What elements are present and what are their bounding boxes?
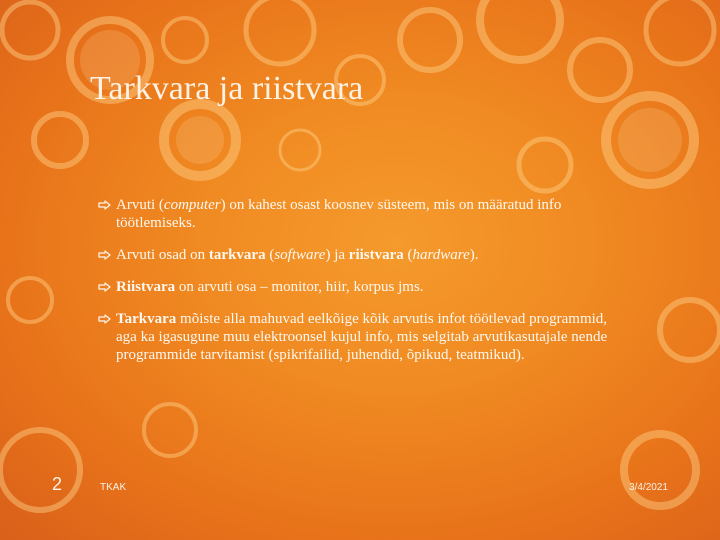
hand-pointing-icon xyxy=(98,313,111,325)
hand-pointing-icon xyxy=(98,281,111,293)
bullet-text-segment: hardware xyxy=(412,247,470,263)
bullet-item xyxy=(98,278,628,296)
bullet-text-segment: ) ja xyxy=(325,247,349,263)
slide-title: Tarkvara ja riistvara xyxy=(90,70,364,107)
bullet-text-segment: riistvara xyxy=(348,247,404,263)
bullet-item xyxy=(98,246,628,264)
bullet-text-segment: software xyxy=(274,247,326,263)
bullet-text-segment: mõiste alla mahuvad eelkõige kõik arvutis infot töötlevad programmid, aga ka igasugune muu elektroonsel kujul info, mis selgitab arvutikasutajale nende programmide tarvitamist (spikrifailid, juhendid, õpikud, teatmikud). xyxy=(116,311,608,363)
bullet-text-segment: ) on kahest osast koosnev süsteem, mis on määratud info töötlemiseks. xyxy=(116,197,562,231)
hand-pointing-icon xyxy=(98,199,111,211)
hand-pointing-icon xyxy=(98,249,111,261)
slide-number: 2 xyxy=(52,474,63,494)
bullet-item xyxy=(98,310,628,364)
bullet-text-segment: ( xyxy=(403,247,413,263)
bullet-item xyxy=(98,196,628,232)
footer-text: TKAK xyxy=(100,482,127,493)
bullet-text-segment: Riistvara xyxy=(116,279,176,295)
bullet-text-segment: on arvuti osa – monitor, hiir, korpus jms. xyxy=(175,279,424,295)
bullet-text-segment: Tarkvara xyxy=(116,311,177,327)
bullet-list xyxy=(98,196,628,378)
bullet-text-segment: Arvuti osad on xyxy=(116,247,209,263)
bullet-text-segment: computer xyxy=(163,197,221,213)
bullet-text-segment: tarkvara xyxy=(208,247,266,263)
bullet-text-segment: ). xyxy=(469,247,479,263)
bullet-text-segment: Arvuti ( xyxy=(116,197,164,213)
footer-date: 3/4/2021 xyxy=(629,482,668,493)
bullet-text-segment: ( xyxy=(265,247,275,263)
